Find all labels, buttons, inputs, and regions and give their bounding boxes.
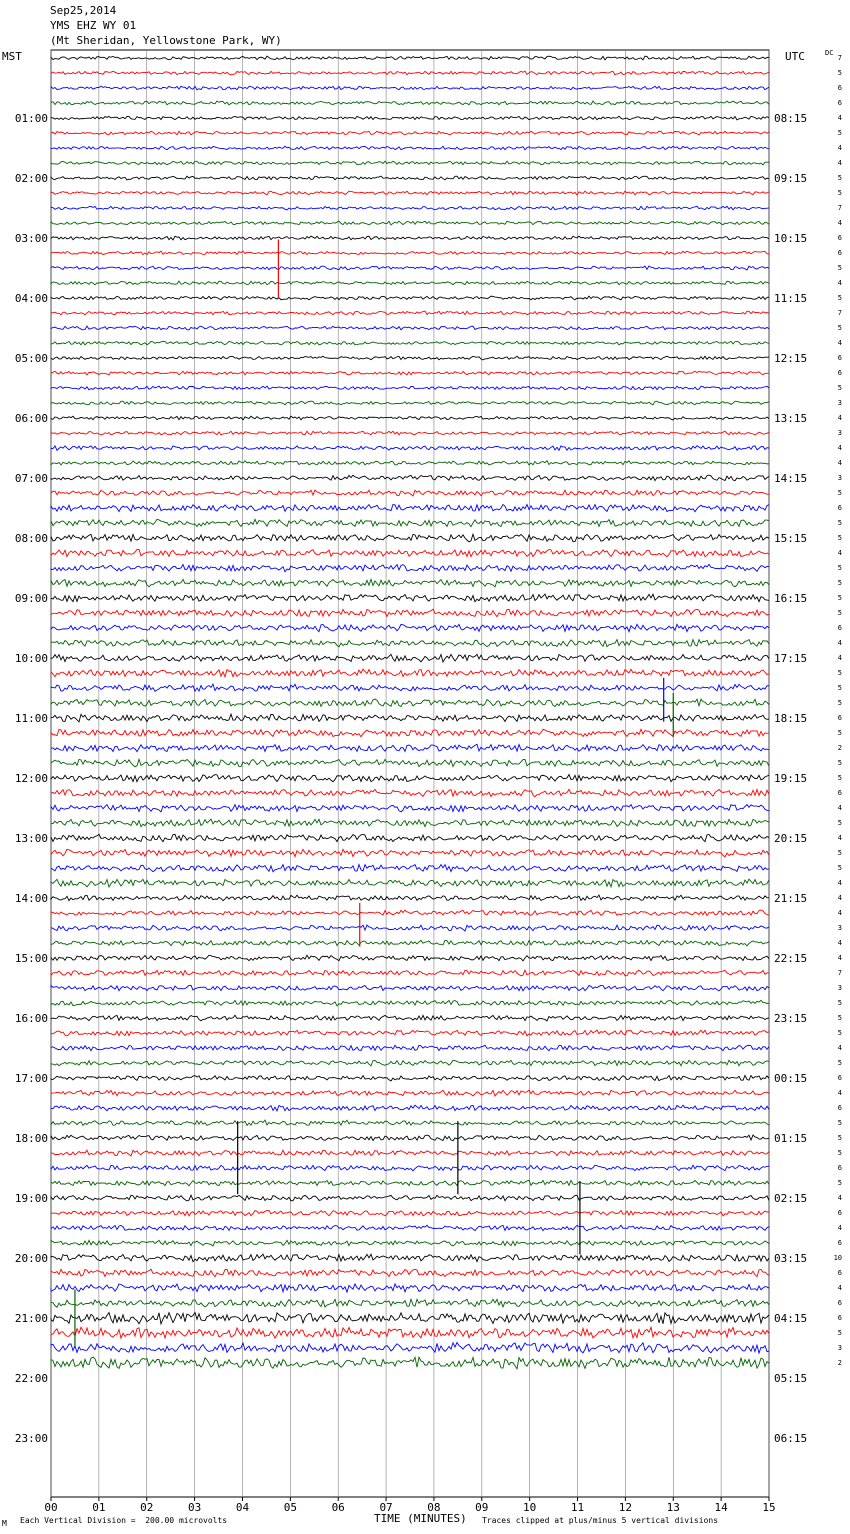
right-hour-label: 13:15 — [774, 412, 808, 425]
dc-offset-label: 4 — [837, 954, 842, 962]
dc-offset-label: 5 — [837, 684, 842, 692]
left-hour-label: 21:00 — [14, 1312, 48, 1325]
trace-row-5 — [51, 131, 769, 135]
dc-offset-label: 5 — [837, 999, 842, 1007]
trace-row-85 — [51, 1327, 769, 1338]
x-tick-label: 10 — [523, 1501, 537, 1514]
right-hour-label: 14:15 — [774, 472, 808, 485]
trace-row-15 — [51, 281, 769, 285]
trace-row-49 — [51, 789, 769, 796]
trace-row-48 — [51, 775, 769, 782]
dc-offset-label: 5 — [837, 189, 842, 197]
trace-row-9 — [51, 191, 769, 195]
dc-offset-label: 4 — [837, 894, 842, 902]
trace-row-14 — [51, 266, 769, 270]
dc-offset-label: 5 — [837, 819, 842, 827]
trace-row-40 — [51, 654, 769, 662]
left-hour-label: 01:00 — [14, 112, 48, 125]
station-name: YMS EHZ WY 01 — [50, 19, 137, 32]
dc-offset-label: 5 — [837, 294, 842, 302]
dc-offset-label: 6 — [837, 354, 842, 362]
dc-offset-label: 4 — [837, 1089, 842, 1097]
left-hour-label: 17:00 — [14, 1072, 48, 1085]
trace-row-63 — [51, 1000, 769, 1006]
dc-offset-label: 5 — [837, 1134, 842, 1142]
dc-offset-label: 3 — [837, 924, 842, 932]
right-hour-label: 23:15 — [774, 1012, 808, 1025]
trace-row-3 — [51, 101, 769, 105]
trace-row-50 — [51, 805, 769, 812]
x-tick-label: 09 — [475, 1501, 489, 1514]
left-hour-label: 10:00 — [14, 652, 48, 665]
trace-row-12 — [51, 236, 769, 240]
trace-row-7 — [51, 161, 769, 165]
left-hour-label: 07:00 — [14, 472, 48, 485]
trace-row-18 — [51, 326, 769, 330]
dc-offset-label: 5 — [837, 69, 842, 77]
trace-row-22 — [51, 386, 769, 390]
x-tick-label: 04 — [235, 1501, 250, 1514]
dc-offset-label: 6 — [837, 1164, 842, 1172]
trace-row-62 — [51, 985, 769, 991]
dc-offset-label: 4 — [837, 939, 842, 947]
left-timezone-label: MST — [2, 50, 22, 63]
trace-row-38 — [51, 624, 769, 631]
left-hour-label: 12:00 — [14, 772, 48, 785]
trace-row-53 — [51, 849, 769, 857]
dc-offset-label: 6 — [837, 1104, 842, 1112]
right-hour-label: 05:15 — [774, 1372, 808, 1385]
trace-row-2 — [51, 86, 769, 90]
trace-row-39 — [51, 640, 769, 647]
trace-row-21 — [51, 371, 769, 375]
trace-row-73 — [51, 1150, 769, 1156]
left-hour-label: 06:00 — [14, 412, 48, 425]
dc-offset-label: 5 — [837, 264, 842, 272]
dc-offset-label: 4 — [837, 1224, 842, 1232]
right-hour-label: 12:15 — [774, 352, 808, 365]
trace-row-13 — [51, 251, 769, 255]
trace-row-34 — [51, 564, 769, 571]
dc-offset-label: 5 — [837, 579, 842, 587]
trace-row-59 — [51, 940, 769, 945]
dc-offset-label: 4 — [837, 144, 842, 152]
dc-offset-label: 5 — [837, 699, 842, 707]
trace-row-37 — [51, 609, 769, 616]
trace-row-55 — [51, 879, 769, 887]
footer-mark: M — [2, 1519, 7, 1528]
left-hour-label: 20:00 — [14, 1252, 48, 1265]
trace-row-31 — [51, 519, 769, 526]
dc-offset-label: 5 — [837, 1119, 842, 1127]
dc-offset-label: 5 — [837, 174, 842, 182]
dc-offset-label: 5 — [837, 1329, 842, 1337]
dc-offset-label: 5 — [837, 534, 842, 542]
trace-row-4 — [51, 116, 769, 120]
trace-row-0 — [51, 56, 769, 60]
right-hour-label: 20:15 — [774, 832, 808, 845]
dc-offset-label: 5 — [837, 774, 842, 782]
dc-offset-label: 5 — [837, 489, 842, 497]
left-hour-label: 16:00 — [14, 1012, 48, 1025]
trace-row-30 — [51, 505, 769, 512]
dc-offset-label: 6 — [837, 1314, 842, 1322]
dc-offset-label: 4 — [837, 114, 842, 122]
dc-offset-label: 4 — [837, 219, 842, 227]
dc-offset-label: 5 — [837, 129, 842, 137]
right-hour-label: 18:15 — [774, 712, 808, 725]
trace-row-75 — [51, 1180, 769, 1186]
trace-row-36 — [51, 594, 769, 602]
trace-row-20 — [51, 356, 769, 360]
trace-row-72 — [51, 1135, 769, 1141]
dc-offset-label: 5 — [837, 1029, 842, 1037]
right-hour-label: 11:15 — [774, 292, 808, 305]
dc-offset-label: 4 — [837, 879, 842, 887]
right-hour-label: 08:15 — [774, 112, 808, 125]
right-hour-label: 17:15 — [774, 652, 808, 665]
dc-offset-label: 4 — [837, 1044, 842, 1052]
x-tick-label: 00 — [44, 1501, 58, 1514]
right-timezone-label: UTC — [785, 50, 805, 63]
trace-row-54 — [51, 865, 769, 872]
dc-offset-label: 7 — [837, 969, 842, 977]
dc-offset-label: 5 — [837, 1014, 842, 1022]
left-hour-label: 05:00 — [14, 352, 48, 365]
dc-offset-label: 6 — [837, 249, 842, 257]
dc-offset-label: 4 — [837, 804, 842, 812]
trace-row-64 — [51, 1015, 769, 1021]
trace-row-17 — [51, 311, 769, 315]
left-hour-label: 19:00 — [14, 1192, 48, 1205]
trace-row-74 — [51, 1165, 769, 1171]
right-hour-label: 04:15 — [774, 1312, 808, 1325]
dc-offset-label: 5 — [837, 564, 842, 572]
dc-offset-label: 5 — [837, 324, 842, 332]
dc-offset-label: 5 — [837, 594, 842, 602]
trace-row-86 — [51, 1342, 769, 1353]
dc-offset-label: 6 — [837, 714, 842, 722]
x-tick-label: 06 — [331, 1501, 345, 1514]
left-hour-label: 08:00 — [14, 532, 48, 545]
trace-row-42 — [51, 684, 769, 691]
x-tick-label: 01 — [92, 1501, 106, 1514]
dc-offset-label: 3 — [837, 474, 842, 482]
trace-row-8 — [51, 176, 769, 180]
dc-offset-label: 5 — [837, 609, 842, 617]
dc-offset-label: 4 — [837, 414, 842, 422]
dc-offset-label: 4 — [837, 339, 842, 347]
dc-offset-label: 10 — [833, 1254, 842, 1262]
dc-offset-label: 5 — [837, 729, 842, 737]
trace-row-61 — [51, 970, 769, 976]
x-tick-label: 13 — [666, 1501, 680, 1514]
dc-offset-label: 5 — [837, 849, 842, 857]
x-tick-label: 02 — [140, 1501, 154, 1514]
station-location: (Mt Sheridan, Yellowstone Park, WY) — [50, 34, 282, 47]
dc-offset-label: 6 — [837, 789, 842, 797]
scale-note: Each Vertical Division = 200.00 microvolts — [20, 1516, 228, 1525]
dc-offset-label: 3 — [837, 1344, 842, 1352]
dc-offset-label: 4 — [837, 459, 842, 467]
dc-offset-label: 4 — [837, 159, 842, 167]
trace-row-33 — [51, 549, 769, 556]
dc-offset-label: 5 — [837, 1149, 842, 1157]
trace-row-27 — [51, 461, 769, 465]
dc-offset-label: 5 — [837, 759, 842, 767]
trace-row-26 — [51, 446, 769, 451]
dc-offset-label: 3 — [837, 399, 842, 407]
left-hour-label: 15:00 — [14, 952, 48, 965]
right-hour-label: 03:15 — [774, 1252, 808, 1265]
trace-row-81 — [51, 1269, 769, 1276]
trace-row-44 — [51, 714, 769, 722]
trace-row-57 — [51, 910, 769, 916]
right-hour-label: 19:15 — [774, 772, 808, 785]
dc-offset-label: 4 — [837, 909, 842, 917]
dc-offset-label: 3 — [837, 984, 842, 992]
trace-row-84 — [51, 1313, 769, 1324]
trace-row-41 — [51, 669, 769, 677]
dc-offset-label: 6 — [837, 1074, 842, 1082]
trace-row-23 — [51, 401, 769, 405]
plot-date: Sep25,2014 — [50, 4, 117, 17]
trace-row-80 — [51, 1254, 769, 1262]
right-hour-label: 10:15 — [774, 232, 808, 245]
dc-offset-label: 4 — [837, 549, 842, 557]
dc-offset-label: 6 — [837, 504, 842, 512]
trace-row-58 — [51, 925, 769, 931]
clip-note: Traces clipped at plus/minus 5 vertical divisions — [482, 1516, 719, 1525]
dc-offset-label: 6 — [837, 84, 842, 92]
trace-row-68 — [51, 1075, 769, 1080]
dc-offset-label: 4 — [837, 444, 842, 452]
left-hour-label: 09:00 — [14, 592, 48, 605]
x-tick-label: 14 — [714, 1501, 728, 1514]
trace-row-60 — [51, 955, 769, 961]
dc-offset-label: 6 — [837, 369, 842, 377]
right-hour-label: 15:15 — [774, 532, 808, 545]
dc-offset-label: 5 — [837, 384, 842, 392]
trace-row-24 — [51, 416, 769, 420]
left-hour-label: 03:00 — [14, 232, 48, 245]
trace-row-19 — [51, 341, 769, 345]
trace-row-70 — [51, 1105, 769, 1111]
dc-offset-label: 4 — [837, 654, 842, 662]
trace-row-87 — [51, 1357, 769, 1369]
trace-row-11 — [51, 221, 769, 225]
dc-offset-label: 2 — [837, 1359, 842, 1367]
dc-offset-label: 6 — [837, 624, 842, 632]
trace-row-76 — [51, 1195, 769, 1201]
right-hour-label: 09:15 — [774, 172, 808, 185]
trace-row-83 — [51, 1299, 769, 1307]
dc-offset-label: 6 — [837, 1299, 842, 1307]
right-hour-label: 16:15 — [774, 592, 808, 605]
trace-row-25 — [51, 431, 769, 435]
dc-offset-label: 3 — [837, 429, 842, 437]
right-hour-label: 21:15 — [774, 892, 808, 905]
dc-offset-label: 6 — [837, 234, 842, 242]
right-hour-label: 01:15 — [774, 1132, 808, 1145]
trace-row-45 — [51, 729, 769, 736]
dc-offset-label: 6 — [837, 1209, 842, 1217]
right-hour-label: 02:15 — [774, 1192, 808, 1205]
x-axis-title: TIME (MINUTES) — [374, 1512, 467, 1525]
trace-row-82 — [51, 1284, 769, 1292]
dc-offset-label: 2 — [837, 744, 842, 752]
x-tick-label: 11 — [570, 1501, 585, 1514]
dc-offset-label: 4 — [837, 834, 842, 842]
dc-offset-label: 7 — [837, 54, 842, 62]
left-hour-label: 22:00 — [14, 1372, 48, 1385]
trace-row-78 — [51, 1225, 769, 1231]
dc-offset-label: 5 — [837, 1059, 842, 1067]
right-hour-label: 00:15 — [774, 1072, 808, 1085]
dc-offset-label: 7 — [837, 204, 842, 212]
right-hour-label: 22:15 — [774, 952, 808, 965]
dc-offset-label: 6 — [837, 1269, 842, 1277]
dc-column-label: DC — [825, 49, 834, 57]
trace-row-1 — [51, 71, 769, 75]
trace-row-46 — [51, 744, 769, 751]
trace-row-47 — [51, 759, 769, 767]
x-tick-label: 15 — [762, 1501, 776, 1514]
trace-row-29 — [51, 490, 769, 496]
dc-offset-label: 6 — [837, 1239, 842, 1247]
trace-row-67 — [51, 1060, 769, 1066]
left-hour-label: 02:00 — [14, 172, 48, 185]
dc-offset-label: 4 — [837, 639, 842, 647]
dc-offset-label: 5 — [837, 1179, 842, 1187]
trace-row-32 — [51, 534, 769, 542]
trace-row-69 — [51, 1090, 769, 1096]
trace-row-71 — [51, 1120, 769, 1125]
trace-row-66 — [51, 1045, 769, 1051]
trace-row-28 — [51, 475, 769, 481]
dc-offset-label: 5 — [837, 864, 842, 872]
left-hour-label: 04:00 — [14, 292, 48, 305]
x-tick-label: 03 — [187, 1501, 202, 1514]
trace-row-6 — [51, 146, 769, 150]
trace-row-35 — [51, 579, 769, 587]
trace-row-65 — [51, 1030, 769, 1036]
dc-offset-label: 6 — [837, 99, 842, 107]
right-hour-label: 06:15 — [774, 1432, 808, 1445]
x-tick-label: 07 — [379, 1501, 393, 1514]
left-hour-label: 18:00 — [14, 1132, 48, 1145]
left-hour-label: 23:00 — [14, 1432, 48, 1445]
x-tick-label: 12 — [618, 1501, 633, 1514]
dc-offset-label: 4 — [837, 1284, 842, 1292]
trace-row-56 — [51, 895, 769, 901]
dc-offset-label: 5 — [837, 519, 842, 527]
dc-offset-label: 5 — [837, 669, 842, 677]
left-hour-label: 13:00 — [14, 832, 48, 845]
trace-row-79 — [51, 1240, 769, 1246]
x-tick-label: 08 — [427, 1501, 441, 1514]
dc-offset-label: 4 — [837, 279, 842, 287]
left-hour-label: 11:00 — [14, 712, 48, 725]
trace-row-10 — [51, 206, 769, 210]
dc-offset-label: 7 — [837, 309, 842, 317]
dc-offset-label: 4 — [837, 1194, 842, 1202]
trace-row-43 — [51, 699, 769, 707]
trace-row-51 — [51, 819, 769, 827]
left-hour-label: 14:00 — [14, 892, 48, 905]
trace-row-77 — [51, 1210, 769, 1215]
trace-row-52 — [51, 834, 769, 841]
x-tick-label: 05 — [283, 1501, 297, 1514]
trace-row-16 — [51, 296, 769, 300]
